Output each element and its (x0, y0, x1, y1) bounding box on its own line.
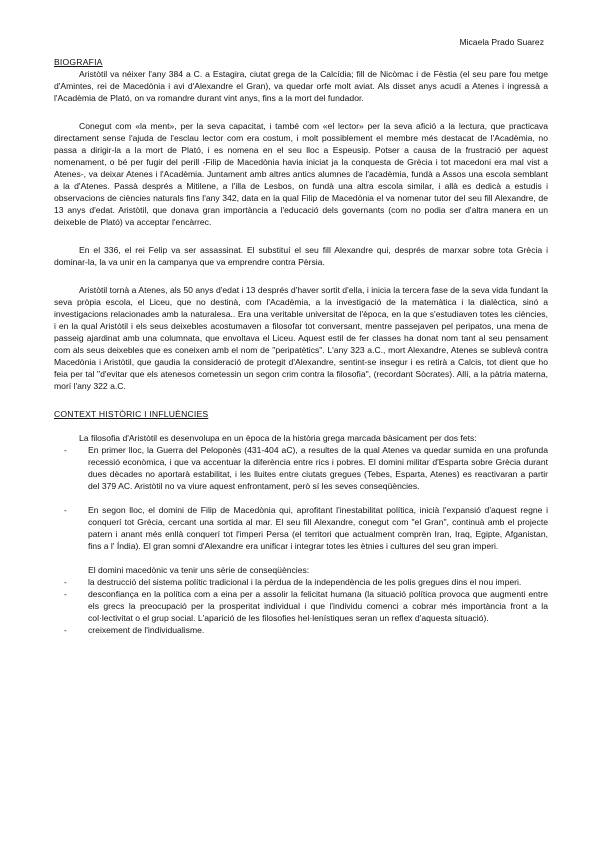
consequence-text: creixement de l'individualisme. (88, 625, 205, 635)
biografia-paragraph-1: Aristòtil va néixer l'any 384 a C. a Estagira, ciutat grega de la Calcídia; fill de Nicòmac i de Fèstia (el seu pare fou metge d'Amintes, rei de Macedònia i avi d'Alexandre el Gran), va quedar orfe molt aviat. Als disset anys acudí a Atenes i ingressà a l'Acadèmia de Plató, on va romandre durant vint anys, fins a la mort del fundador. (54, 69, 548, 103)
list-item (54, 576, 548, 588)
section-heading-context: CONTEXT HISTÒRIC I INFLUÈNCIES (54, 409, 209, 419)
fact-text: En segon lloc, el domini de Filip de Macedònia qui, aprofitant l'inestabilitat política, inicià l'expansió d'aquest regne i conquerí tot Grècia, cercant una sortida al mar. El seu fill Alexandre, conegut com "el Gran", continuà amb el projecte patern i anant més enllà conquerí tot l'imperi Persa (el territori que actualment comprèn Iran, Iraq, Egipte, Afganistan, fins a l' Índia). El gran somni d'Alexandre era unificar i integrar totes les ètnies i cultures del seu gran imperi. (88, 505, 548, 551)
biografia-paragraph-2: Conegut com «la ment», per la seva capacitat, i també com «el lector» per la seva afició a la lectura, que practicava directament sense l'ajuda de l'esclau lector com era costum, i molt possiblement el membre més destacat de l'Acadèmia, no passa a dirigir-la a la mort de Plató, i es nomena en el seu lloc a Espeusip. Potser a causa de la frustració per aquest nomenament, o bé per fugir del perill -Filip de Macedònia havia iniciat ja la conquesta de Grècia i tot macedoni era mal vist a Atenes-, va deixar Atenes i l'Acadèmia. Juntament amb altres antics alumnes de l'acadèmia, fundà a Assos una escola semblant a la d'Atenes. Passà després a Mitilene, a l'illa de Lesbos, on fundà una altra escola similar, i allà es dedicà a estudis i observacions de ciències naturals fins l'any 342, data en la qual Filip de Macedònia el va nomenar tutor del seu fill Alexandre, de 13 anys d'edat. Aristòtil, que donava gran importància a l'educació dels governants (com no podia ser d'altra manera en un deixeble de Plató) va acceptar l'encàrrec. (54, 121, 548, 227)
list-dash: - (64, 445, 67, 455)
author-name: Micaela Prado Suarez (459, 37, 544, 47)
list-dash: - (64, 505, 67, 515)
list-item (54, 444, 548, 492)
biografia-paragraph-4: Aristòtil tornà a Atenes, als 50 anys d'edat i 13 després d'haver sortit d'ella, i inicia la tercera fase de la seva vida fundant la seva pròpia escola, el Liceu, que no destinà, com l'Acadèmia, a la investigació de la matemàtica i la dialèctica, sinó a investigacions relacionades amb la naturalesa.. Era una veritable universitat de l'època, en la que s'estudiaven totes les ciències, i en la qual Aristòtil i els seus deixebles acostumaven a filosofar tot conversant, mentre passejaven pel peripatos, una mena de passeig ajardinat amb una columnata, que envoltava el Liceu. Aquest estil de fer classes ha donat nom tant al seu pensament com als seus deixebles que es coneixen amb el nom de "peripatètics". L'any 323 a.C., mort Alexandre, Atenes se sublevà contra Macedònia i Aristòtil, que gaudia la consideració de protegit d'Alexandre, sentint-se insegur i es retirà a Calcis, tot dient que ho feia per tal "d'evitar que els atenesos cometessin un segon crim contra la filosofia", (recordant Sòcrates). Allí, a la pàtria materna, morí l'any 322 a.C. (54, 285, 548, 391)
biografia-paragraph-3: En el 336, el rei Felip va ser assassinat. El substituí el seu fill Alexandre qui, després de marxar sobre tota Grècia i dominar-la, la va unir en la campanya que va emprendre contra Pèrsia. (54, 245, 548, 267)
section-heading-biografia: BIOGRAFIA (54, 57, 103, 67)
facts-list (54, 444, 548, 552)
consequences-intro: El domini macedònic va tenir uns sèrie de conseqüències: (88, 565, 310, 575)
list-item (54, 504, 548, 552)
consequence-text: desconfiança en la política com a eina per a assolir la felicitat humana (la situació política provoca que augmenti entre els grecs la preocupació per la prosperitat individual i que l'individu comenci a cobrar més importància front a la col·lectivitat o el grup social. L'aparició de les filosofies hel·lenístiques seran un reflex d'aquesta situació). (88, 589, 548, 623)
context-intro: La filosofia d'Aristòtil es desenvolupa en un època de la història grega marcada bàsicament per dos fets: (79, 433, 477, 443)
document-body (54, 56, 548, 636)
list-item (54, 624, 548, 636)
list-item (54, 588, 548, 624)
list-dash: - (64, 577, 67, 587)
list-dash: - (64, 625, 67, 635)
consequences-list (54, 576, 548, 636)
fact-text: En primer lloc, la Guerra del Peloponès (431-404 aC), a resultes de la qual Atenes va quedar sumida en una profunda recessió econòmica, i que va accentuar la diferència entre rics i pobres. El domini militar d'Esparta sobre Grècia durant dues dècades no aportarà estabilitat, i les lluites entre ciutats gregues (Tebes, Esparta, Atenes) es reactivaran a partir del 379 AC. Aristòtil no va viure aquest enfrontament, però sí les seves conseqüències. (88, 445, 548, 491)
consequence-text: la destrucció del sistema polític tradicional i la pèrdua de la independència de les polis gregues dins el nou imperi. (88, 577, 522, 587)
list-dash: - (64, 589, 67, 599)
